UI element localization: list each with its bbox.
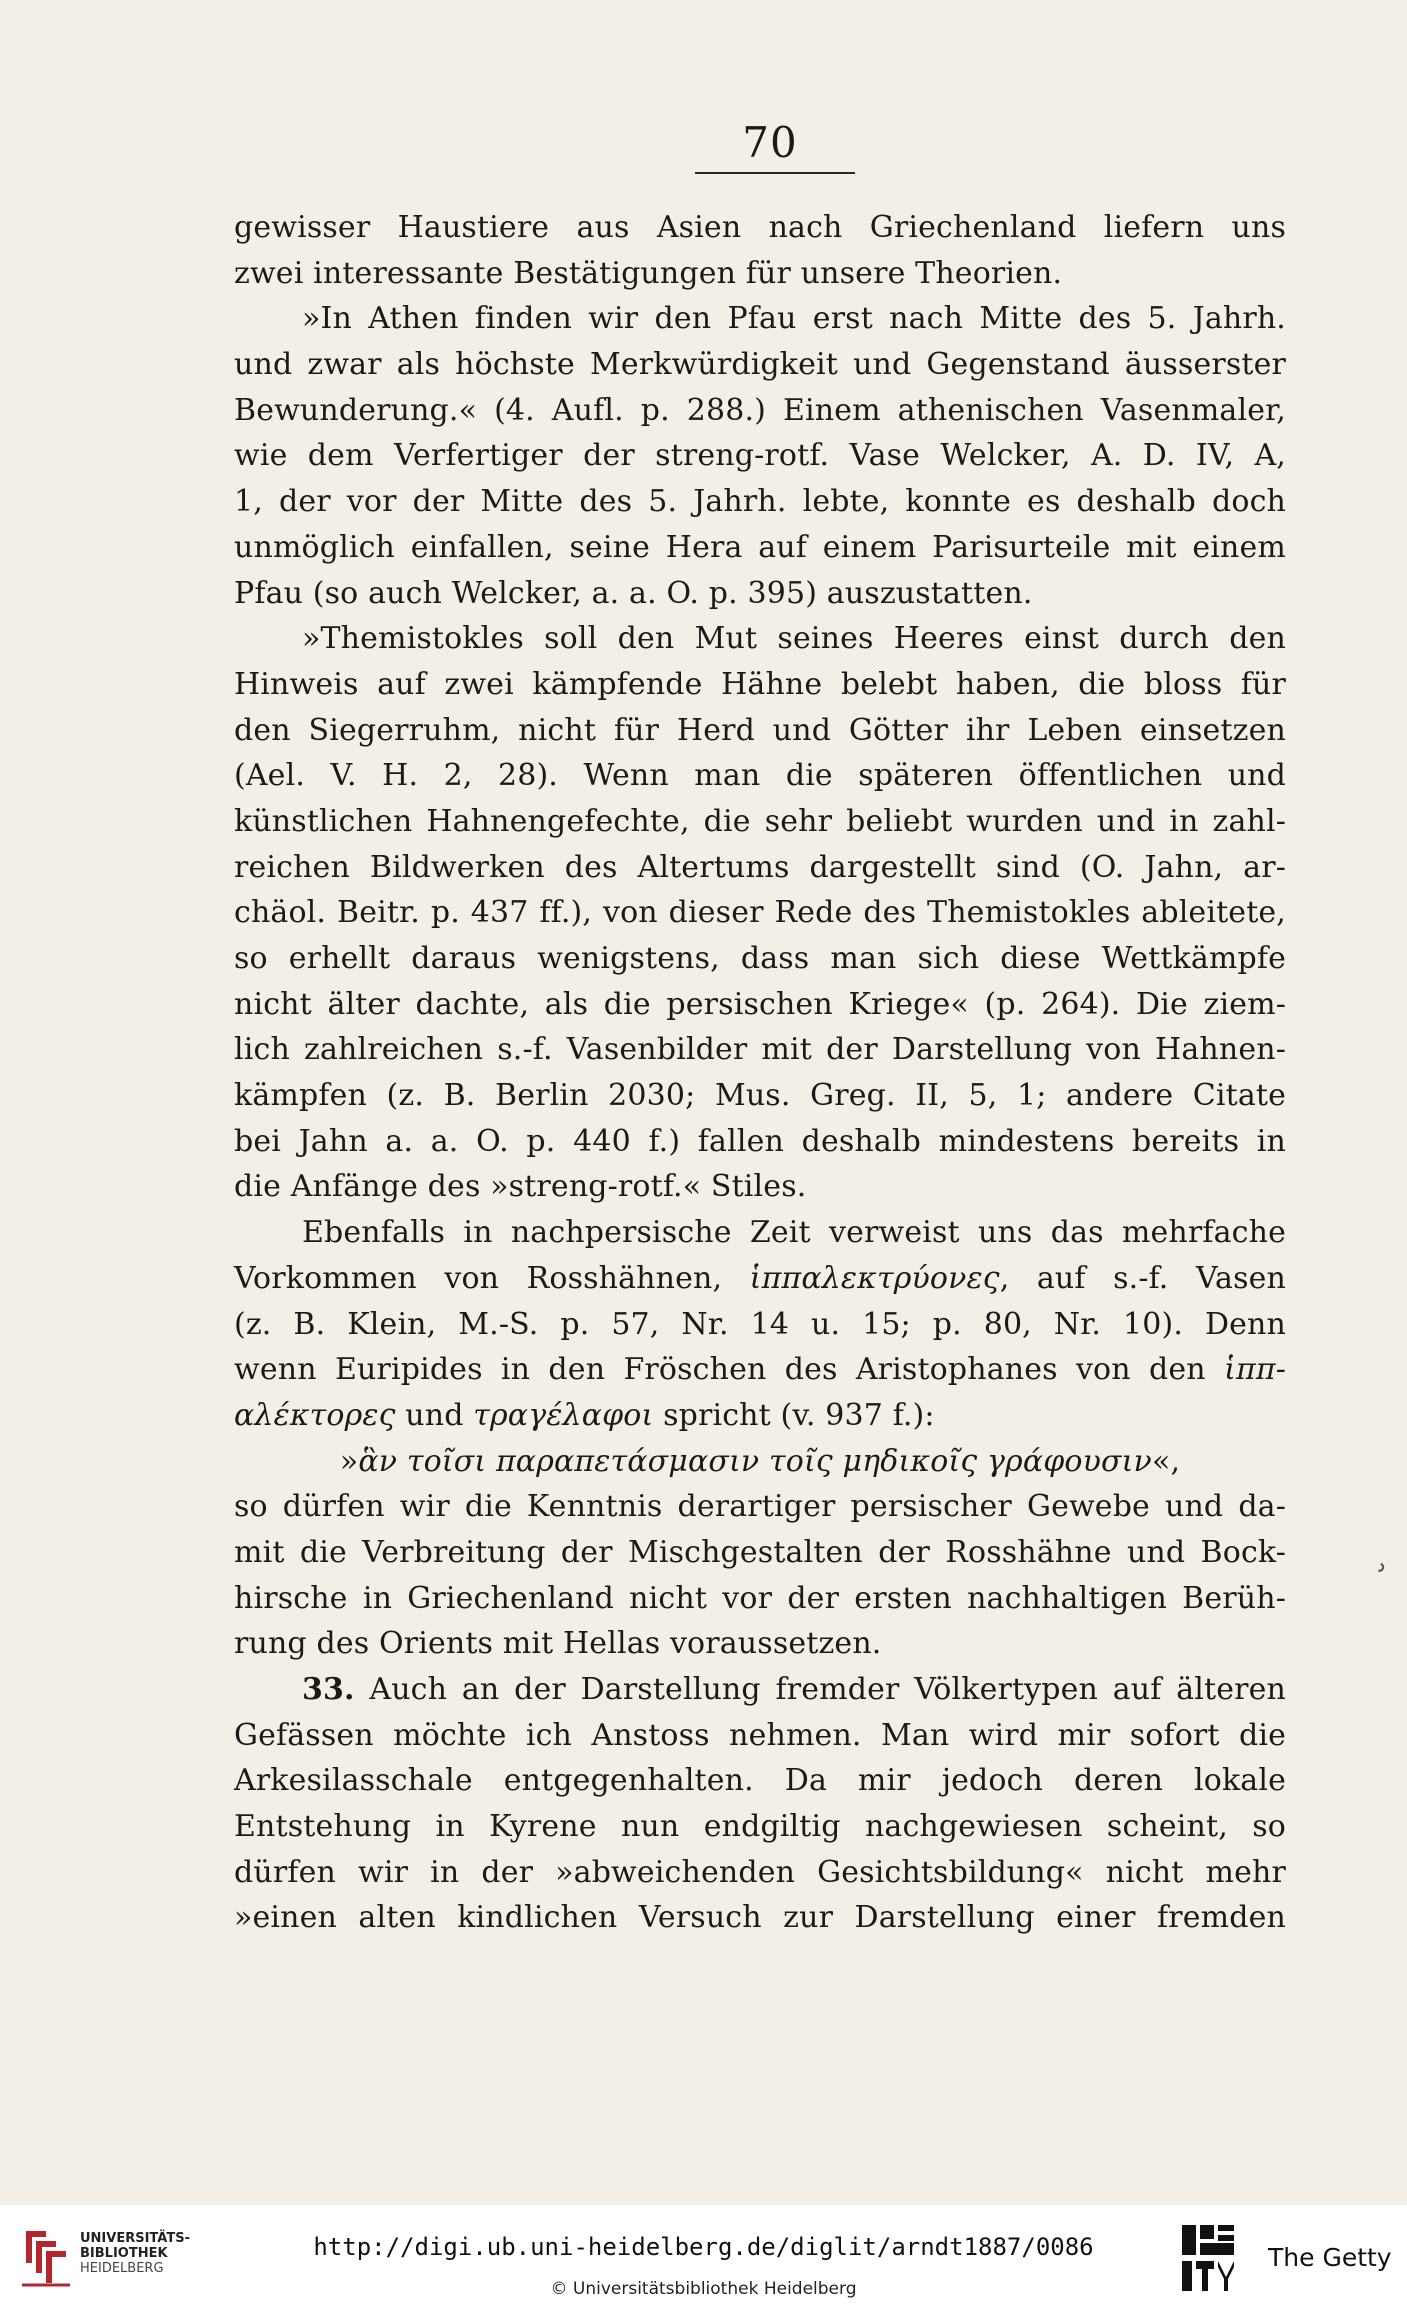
text-line: [234, 708, 1286, 754]
greek-quote: ἃν τοῖσι παραπετάσμασιν τοῖς μηδικοῖς γράφουσιν: [358, 1443, 1152, 1479]
greek-term: ἱππ-: [1224, 1352, 1286, 1388]
text-segment: spricht (v. 937 f.):: [653, 1397, 935, 1433]
text-line: [234, 342, 1286, 388]
text-segment: zwei interessante Bestätigungen für unsere Theorien.: [234, 255, 1063, 291]
page-number-rule: [695, 172, 855, 174]
text-line: [234, 1530, 1286, 1576]
text-line: [234, 479, 1286, 525]
page-number: 70: [742, 118, 798, 167]
text-segment: nicht älter dachte, als die persischen Kriege« (p. 264). Die ziem-: [234, 986, 1286, 1022]
text-segment: gewisser Haustiere aus Asien nach Griechenland liefern uns: [234, 210, 1286, 245]
text-line: [234, 1164, 1286, 1210]
text-segment: Bewunderung.« (4. Aufl. p. 288.) Einem athenischen Vasenmaler,: [234, 392, 1286, 428]
text-segment: den Siegerruhm, nicht für Herd und Götter ihr Leben einsetzen: [234, 712, 1286, 748]
text-line: [234, 845, 1286, 891]
text-line: [234, 1758, 1286, 1804]
text-segment: 1, der vor der Mitte des 5. Jahrh. lebte, konnte es deshalb doch: [234, 484, 1286, 520]
text-line: [234, 1073, 1286, 1119]
text-segment: (z. B. Klein, M.-S. p. 57, Nr. 14 u. 15; p. 80, Nr. 10). Denn: [234, 1306, 1286, 1342]
text-segment: und zwar als höchste Merkwürdigkeit und Gegenstand äusserster: [234, 347, 1286, 383]
text-segment: kämpfen (z. B. Berlin 2030; Mus. Greg. II, 5, 1; andere Citate: [234, 1078, 1286, 1114]
text-line: [234, 1347, 1286, 1393]
text-segment: Pfau (so auch Welcker, a. a. O. p. 395) auszustatten.: [234, 575, 1033, 611]
text-line: [234, 1621, 1286, 1667]
text-line: [234, 571, 1286, 617]
text-segment: so erhellt daraus wenigstens, dass man sich diese Wettkämpfe: [234, 941, 1286, 976]
greek-quote-line: [234, 1439, 1286, 1485]
getty-logo-icon: [1178, 2221, 1238, 2297]
text-line: [234, 296, 1286, 342]
text-segment: »In Athen finden wir den Pfau erst nach Mitte des 5. Jahrh.: [302, 301, 1286, 337]
text-segment: , auf s.-f. Vasen: [999, 1260, 1286, 1296]
text-line: [234, 525, 1286, 571]
text-segment: (Ael. V. H. 2, 28). Wenn man die späteren öffentlichen und: [234, 758, 1286, 794]
text-segment: »Themistokles soll den Mut seines Heeres einst durch den: [302, 621, 1286, 657]
text-line: [234, 936, 1286, 982]
text-line: [234, 982, 1286, 1028]
text-line: [234, 433, 1286, 479]
text-line: [234, 1576, 1286, 1622]
copyright-notice: © Universitätsbibliothek Heidelberg: [550, 2279, 857, 2299]
text-segment: unmöglich einfallen, seine Hera auf einem Parisurteile mit einem: [234, 529, 1286, 565]
text-segment: bei Jahn a. a. O. p. 440 f.) fallen deshalb mindestens bereits in: [234, 1123, 1286, 1159]
text-line: [234, 1302, 1286, 1348]
text-line: [234, 662, 1286, 708]
text-line: [234, 1119, 1286, 1165]
text-line: [234, 205, 1286, 251]
library-name-line2: BIBLIOTHEK: [80, 2246, 168, 2261]
text-line: [234, 1850, 1286, 1896]
text-line: [234, 1804, 1286, 1850]
margin-mark: ʾ: [1367, 1557, 1391, 1599]
text-segment: reichen Bildwerken des Altertums dargestellt sind (O. Jahn, ar-: [234, 849, 1286, 885]
text-segment: Hinweis auf zwei kämpfende Hähne belebt haben, die bloss für: [234, 666, 1286, 702]
text-line: [234, 1210, 1286, 1256]
text-segment: Vorkommen von Rosshähnen,: [234, 1260, 750, 1296]
text-line: [234, 1713, 1286, 1759]
library-name-line1: UNIVERSITÄTS-: [80, 2231, 190, 2246]
section-heading-line: [234, 1667, 1286, 1713]
footer-bar: [0, 2205, 1407, 2309]
text-segment: wie dem Verfertiger der streng-rotf. Vase Welcker, A. D. IV, A,: [234, 438, 1286, 474]
greek-term: αλέκτορες: [234, 1397, 396, 1433]
greek-term: ἱππαλεκτρύονες: [749, 1260, 1000, 1296]
text-segment: Arkesilasschale entgegenhalten. Da mir jedoch deren lokale: [234, 1763, 1286, 1799]
text-segment: chäol. Beitr. p. 437 ff.), von dieser Rede des Themistokles ableitete,: [234, 895, 1286, 931]
text-segment: rung des Orients mit Hellas voraussetzen.: [234, 1626, 882, 1662]
text-segment: Ebenfalls in nachpersische Zeit verweist uns das mehrfache: [302, 1215, 1286, 1251]
text-line: [234, 799, 1286, 845]
text-line: [234, 890, 1286, 936]
text-line: [234, 616, 1286, 662]
text-line: [234, 1895, 1286, 1941]
greek-term: τραγέλαφοι: [473, 1397, 654, 1433]
text-segment: mit die Verbreitung der Mischgestalten der Rosshähne und Bock-: [234, 1534, 1286, 1570]
text-segment: «,: [1151, 1443, 1181, 1479]
text-segment: »: [339, 1443, 359, 1479]
text-line: [234, 251, 1286, 297]
text-segment: »einen alten kindlichen Versuch zur Darstellung einer fremden: [234, 1900, 1286, 1936]
library-name-line3: HEIDELBERG: [80, 2261, 164, 2276]
text-segment: Gefässen möchte ich Anstoss nehmen. Man wird mir sofort die: [234, 1717, 1286, 1753]
text-segment: so dürfen wir die Kenntnis derartiger persischer Gewebe und da-: [234, 1489, 1286, 1525]
text-segment: Auch an der Darstellung fremder Völkertypen auf älteren: [354, 1672, 1286, 1707]
text-segment: lich zahlreichen s.-f. Vasenbilder mit der Darstellung von Hahnen-: [234, 1032, 1286, 1068]
text-segment: Entstehung in Kyrene nun endgiltig nachgewiesen scheint, so: [234, 1809, 1286, 1845]
text-segment: wenn Euripides in den Fröschen des Aristophanes von den: [234, 1352, 1225, 1388]
text-line: [234, 388, 1286, 434]
text-segment: hirsche in Griechenland nicht vor der ersten nachhaltigen Berüh-: [234, 1580, 1286, 1616]
text-line: [234, 1484, 1286, 1530]
text-line: [234, 1393, 1286, 1439]
getty-label: The Getty: [1268, 2243, 1392, 2272]
text-segment: dürfen wir in der »abweichenden Gesichtsbildung« nicht mehr: [234, 1854, 1286, 1890]
section-number: 33.: [302, 1672, 355, 1707]
text-segment: künstlichen Hahnengefechte, die sehr beliebt wurden und in zahl-: [234, 803, 1286, 839]
text-segment: die Anfänge des »streng-rotf.« Stiles.: [234, 1169, 807, 1205]
source-url-link[interactable]: http://digi.ub.uni-heidelberg.de/diglit/arndt1887/0086: [313, 2233, 1094, 2261]
text-line: [234, 1027, 1286, 1073]
text-line: [234, 753, 1286, 799]
text-line: [234, 1256, 1286, 1302]
body-text: [234, 205, 1286, 1941]
text-segment: und: [395, 1397, 474, 1433]
